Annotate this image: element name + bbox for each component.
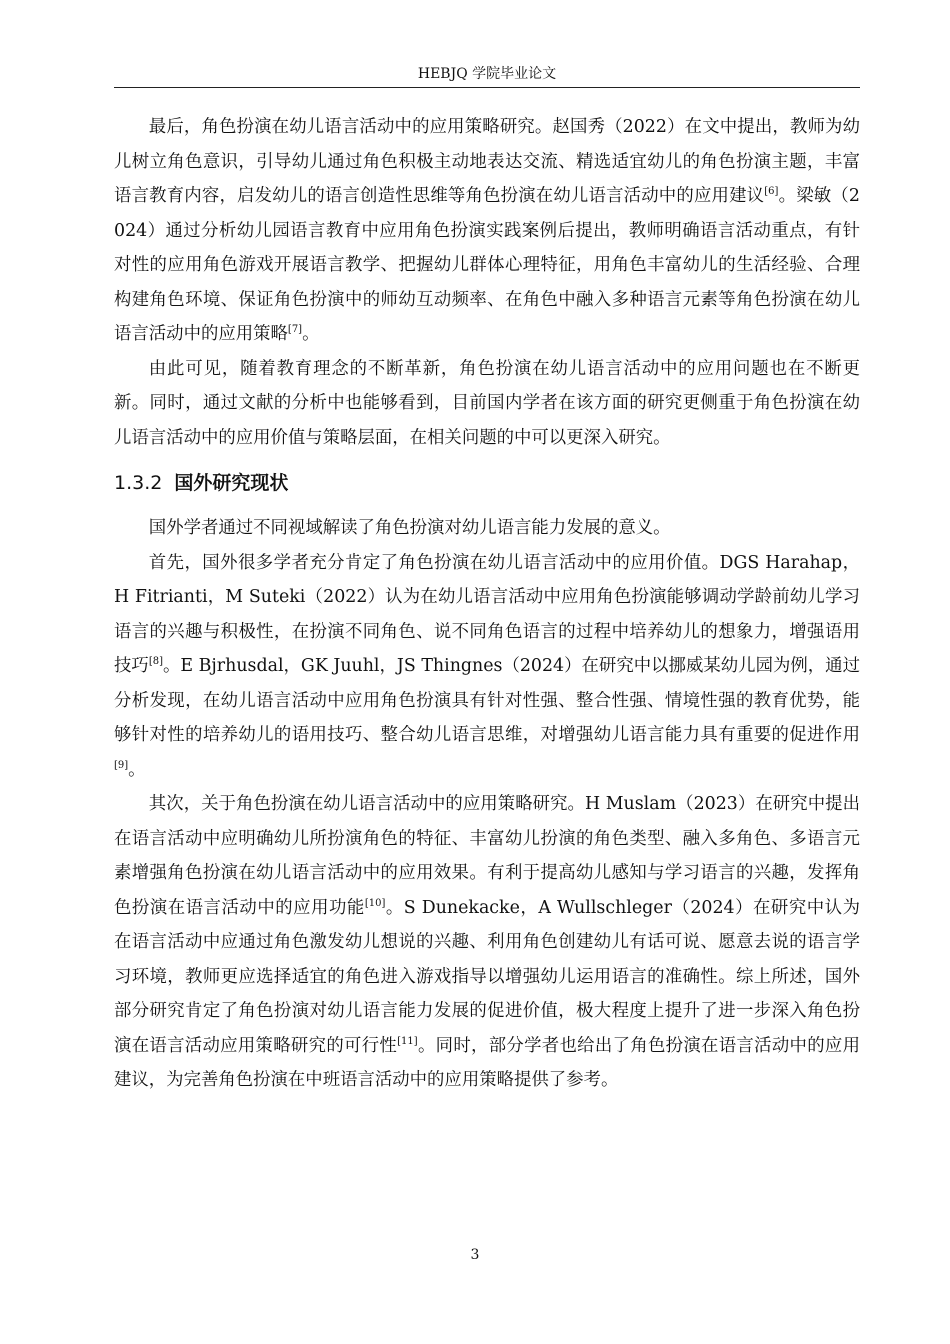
paragraph-text: 其次，关于角色扮演在幼儿语言活动中的应用策略研究。H Muslam（2023）在研究中提出在语言活动中应明确幼儿所扮演角色的特征、丰富幼儿扮演的角色类型、融入多角色、多语言元素增强角色扮演在幼儿语言活动中的应用效果。有利于提高幼儿感知与学习语言的兴趣，发挥角色扮演在语言活动中的应用功能 xyxy=(114,794,860,918)
page-number: 3 xyxy=(470,1247,480,1263)
paragraph xyxy=(114,352,860,456)
paragraph-text: 国外学者通过不同视域解读了角色扮演对幼儿语言能力发展的意义。 xyxy=(148,518,671,538)
paragraph-text: 首先，国外很多学者充分肯定了角色扮演在幼儿语言活动中的应用价值。DGS Harahap，H Fitrianti，M Suteki（2022）认为在幼儿语言活动中应用角色扮演能够调动学龄前幼儿学习语言的兴趣与积极性，在扮演不同角色、说不同角色语言的过程中培养幼儿的想象力，增强语用技巧 xyxy=(114,552,860,676)
section-title: 国外研究现状 xyxy=(174,472,289,494)
paragraph xyxy=(114,511,860,546)
paragraph-text: 。S Dunekacke，A Wullschleger（2024）在研究中认为在语言活动中应通过角色激发幼儿想说的兴趣、利用角色创建幼儿有话可说、愿意去说的语言学习环境，教师更应选择适宜的角色进入游戏指导以增强幼儿运用语言的准确性。综上所述，国外部分研究肯定了角色扮演对幼儿语言能力发展的促进价值，极大程度上提升了进一步深入角色扮演在语言活动应用策略研究的可行性 xyxy=(114,897,860,1056)
paragraph-text: 。 xyxy=(302,324,320,344)
header-divider xyxy=(114,87,860,88)
paragraph-text: 由此可见，随着教育理念的不断革新，角色扮演在幼儿语言活动中的应用问题也在不断更新。同时，通过文献的分析中也能够看到，目前国内学者在该方面的研究更侧重于角色扮演在幼儿语言活动中的应用价值与策略层面，在相关问题的中可以更深入研究。 xyxy=(114,358,860,448)
citation: [8] xyxy=(148,656,163,667)
citation: [7] xyxy=(287,324,303,335)
paragraph-text: 。 xyxy=(128,759,146,780)
paragraph xyxy=(114,110,860,352)
citation: [10] xyxy=(364,897,386,909)
running-header: HEBJQ 学院毕业论文 xyxy=(417,66,557,82)
paragraph-text: 。E Bjrhusdal，GK Juuhl，JS Thingnes（2024）在研究中以挪威某幼儿园为例，通过分析发现，在幼儿语言活动中应用角色扮演具有针对性强、整合性强、情境性强的教育优势，能够针对性的培养幼儿的语用技巧、整合幼儿语言思维，对增强幼儿语言能力具有重要的促进作用 xyxy=(114,656,860,745)
paragraph xyxy=(114,787,860,1098)
paragraph-text: 。梁敏（2024）通过分析幼儿园语言教育中应用角色扮演实践案例后提出，教师明确语言活动重点，有针对性的应用角色游戏开展语言教学、把握幼儿群体心理特征，用角色丰富幼儿的生活经验、合理构建角色环境、保证角色扮演中的师幼互动频率、在角色中融入多种语言元素等角色扮演在幼儿语言活动中的应用策略 xyxy=(114,186,860,344)
citation: [6] xyxy=(764,186,779,197)
paragraph-text: 。同时，部分学者也给出了角色扮演在语言活动中的应用建议，为完善角色扮演在中班语言活动中的应用策略提供了参考。 xyxy=(114,1035,860,1090)
section-number: 1.3.2 xyxy=(114,472,163,494)
paragraph xyxy=(114,546,860,788)
paragraph-text: 最后，角色扮演在幼儿语言活动中的应用策略研究。赵国秀（2022）在文中提出，教师为幼儿树立角色意识，引导幼儿通过角色积极主动地表达交流、精选适宜幼儿的角色扮演主题，丰富语言教育内容，启发幼儿的语言创造性思维等角色扮演在幼儿语言活动中的应用建议 xyxy=(114,117,860,206)
section-heading xyxy=(114,465,860,501)
citation: [9] xyxy=(114,759,129,771)
citation: [11] xyxy=(397,1035,418,1047)
document-body xyxy=(114,110,860,1098)
